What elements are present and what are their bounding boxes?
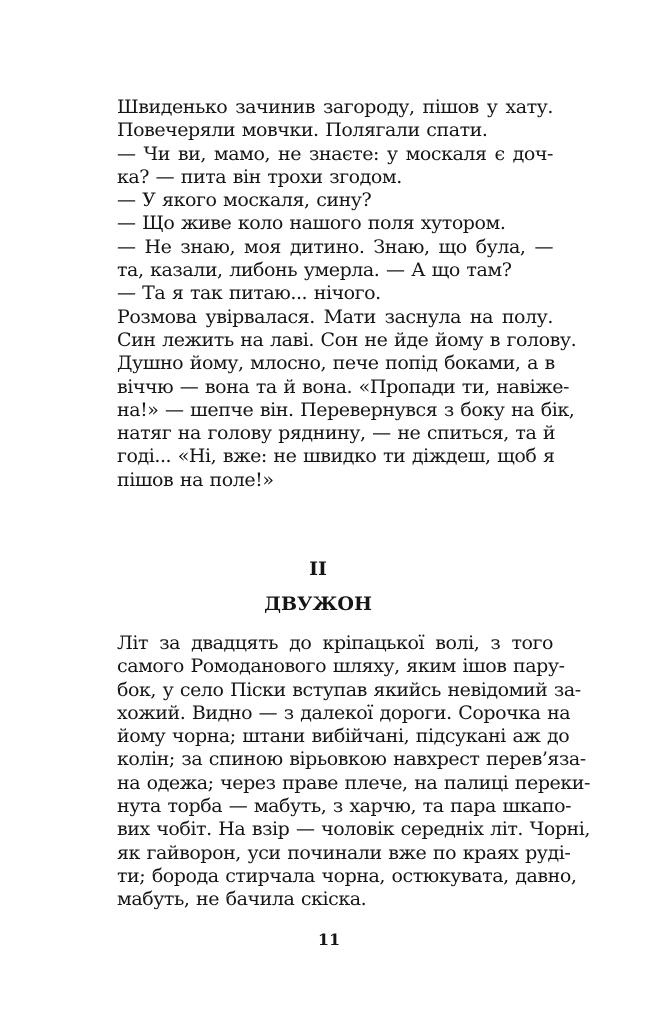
- text-line: вих чобіт. На взір — чоловік середніх літ. Чорні,: [117, 818, 590, 841]
- text-line: годі... «Ні, вже: не швидко ти діждеш, щоб я: [117, 445, 555, 468]
- text-line: самого Ромоданового шляху, яким ішов пару-: [117, 655, 565, 678]
- text-line: — Не знаю, моя дитино. Знаю, що була, —: [117, 235, 553, 258]
- text-line: — Чи ви, мамо, не знаєте: у москаля є доч-: [117, 142, 553, 165]
- text-line: Швиденько зачинив загороду, пішов у хату.: [117, 96, 553, 118]
- text-line: віччю — вона та й вона. «Пропади ти, навіже-: [117, 375, 570, 398]
- text-line: натяг на голову ряднину, — не спиться, та й: [117, 422, 556, 445]
- text-line: мабуть, не бачила скіска.: [117, 888, 367, 911]
- text-line: йому чорна; штани вибійчані, підсукані аж до: [117, 725, 570, 748]
- book-page: [83, 96, 590, 911]
- text-line: — У якого москаля, сину?: [117, 189, 372, 212]
- text-line: на!» — шепче він. Перевернувся з боку на бік,: [117, 398, 575, 421]
- chapter-title: ДВУЖОН: [264, 593, 372, 615]
- text-line: Душно йому, млосно, пече попід боками, а в: [117, 352, 555, 375]
- paragraph-block-2: [83, 632, 590, 912]
- text-line: — Та я так питаю... нічого.: [117, 282, 381, 305]
- text-line: як гайворон, уси починали вже по краях руді-: [117, 841, 571, 864]
- text-line: — Що живе коло нашого поля хутором.: [117, 212, 506, 235]
- text-line: та, казали, либонь умерла. — А що там?: [117, 259, 512, 282]
- page-number: 11: [317, 930, 341, 949]
- text-line: Літ за двадцять до кріпацької волі, з того: [117, 632, 553, 654]
- text-line: колін; за спиною вірьовкою навхрест перев’яза-: [117, 748, 586, 771]
- text-line: пішов на поле!»: [117, 468, 274, 491]
- text-line: нута торба — мабуть, з харчю, та пара шкапо-: [117, 795, 572, 818]
- text-line: Розмова увірвалася. Мати заснула на полу.: [117, 305, 553, 328]
- text-line: бок, у село Піски вступав якийсь невідомий за-: [117, 678, 581, 701]
- chapter-number: II: [309, 558, 327, 580]
- text-line: хожий. Видно — з далекої дороги. Сорочка на: [117, 701, 571, 724]
- text-line: ти; борода стирчала чорна, остюкувата, давно,: [117, 864, 577, 887]
- text-line: на одежа; через праве плече, на палиці переки-: [117, 771, 590, 794]
- text-line: Повечеряли мовчки. Полягали спати.: [117, 119, 488, 142]
- paragraph-block-1: [83, 96, 577, 492]
- text-line: Син лежить на лаві. Сон не йде йому в голову.: [117, 328, 577, 351]
- text-line: ка? — пита він трохи згодом.: [117, 165, 402, 188]
